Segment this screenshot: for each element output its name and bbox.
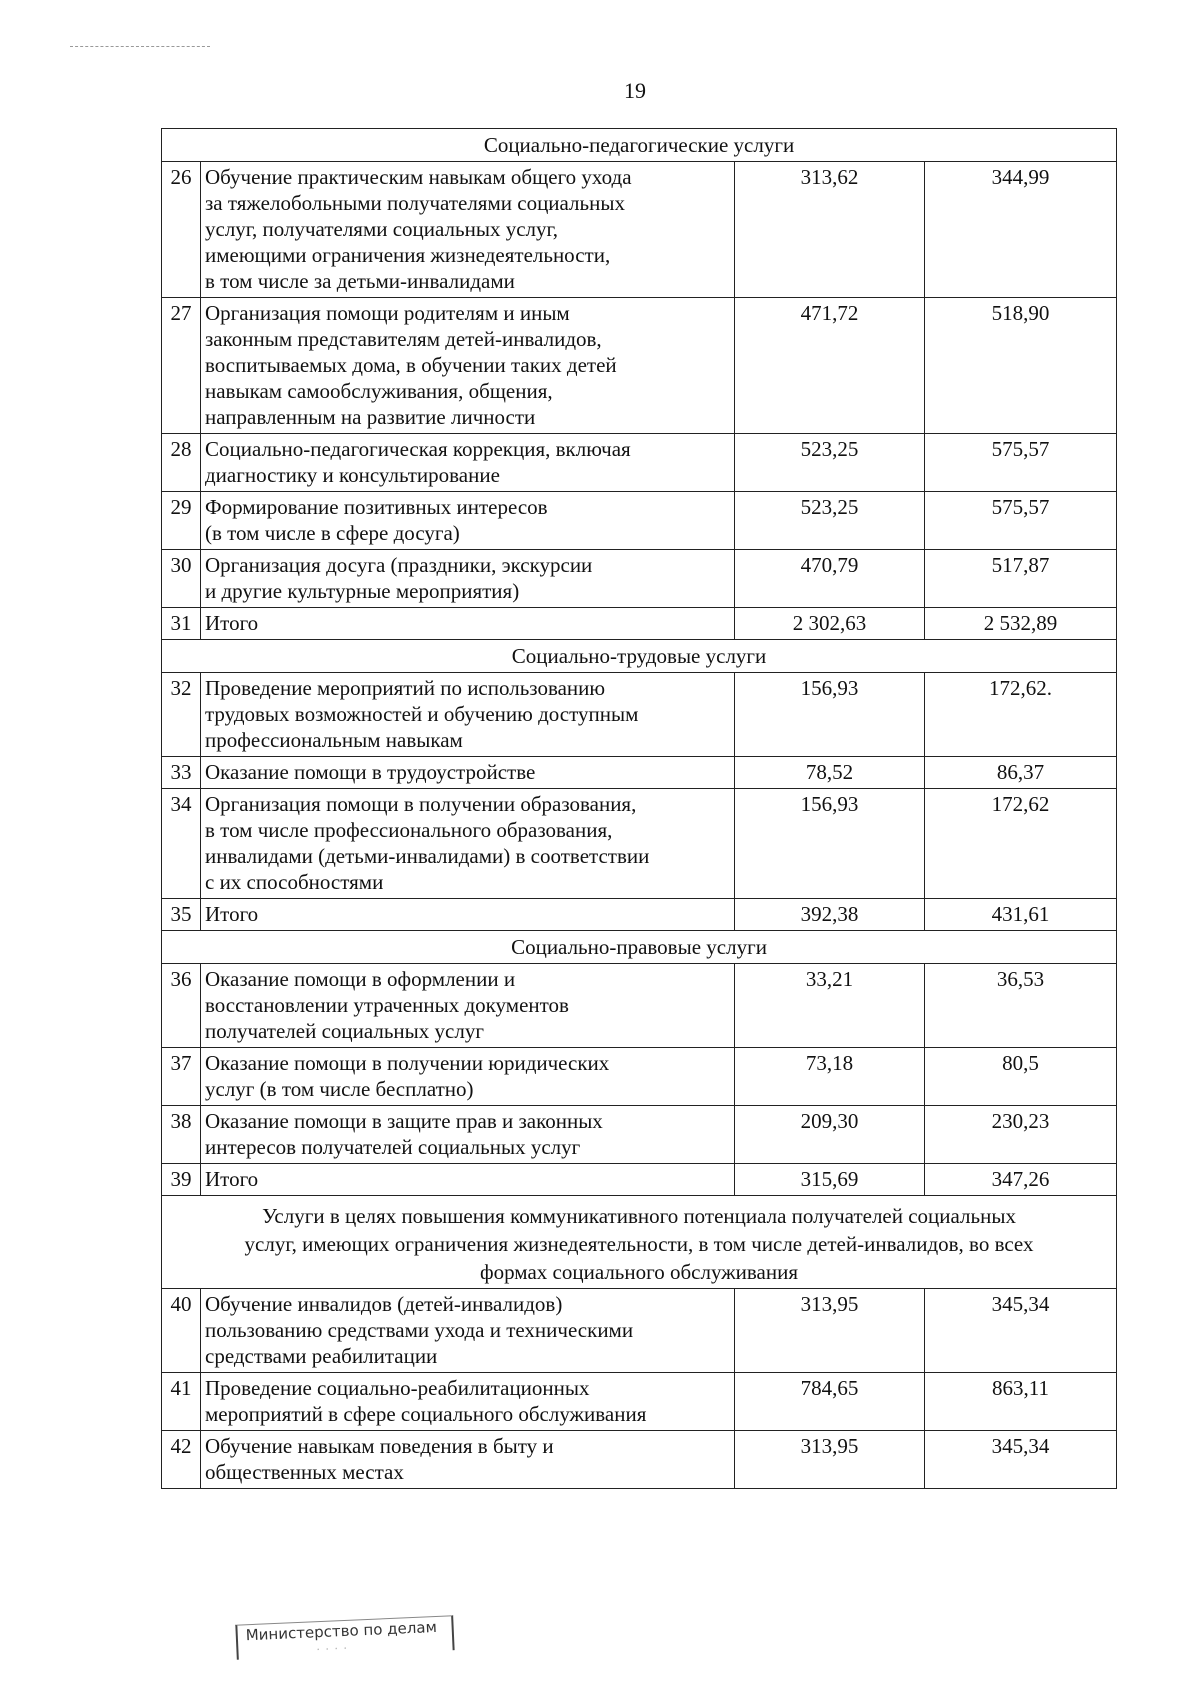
row-number: 41 [162, 1373, 201, 1431]
section-title: Социально-правовые услуги [162, 931, 1117, 964]
row-number: 26 [162, 162, 201, 298]
section-title: Социально-трудовые услуги [162, 640, 1117, 673]
service-name-line: интересов получателей социальных услуг [205, 1135, 581, 1159]
price-value-1: 392,38 [735, 899, 925, 931]
price-value-2: 172,62. [925, 673, 1117, 757]
service-name [201, 1164, 735, 1196]
service-name-line: Обучение навыкам поведения в быту и [205, 1434, 554, 1458]
price-value-1: 471,72 [735, 298, 925, 434]
service-name-line: Формирование позитивных интересов [205, 495, 548, 519]
service-name [201, 1431, 735, 1489]
row-number: 34 [162, 789, 201, 899]
service-name [201, 899, 735, 931]
service-name-line: в том числе профессионального образования, [205, 818, 613, 842]
service-name [201, 1373, 735, 1431]
service-name-line: Проведение социально-реабилитационных [205, 1376, 590, 1400]
service-name-line: имеющими ограничения жизнедеятельности, [205, 243, 611, 267]
service-name-line: в том числе за детьми-инвалидами [205, 269, 515, 293]
table-row [162, 550, 1117, 608]
price-value-1: 313,95 [735, 1431, 925, 1489]
registration-stamp [235, 1615, 452, 1660]
service-name [201, 1048, 735, 1106]
price-value-1: 315,69 [735, 1164, 925, 1196]
services-price-table [161, 128, 1117, 1489]
price-value-1: 2 302,63 [735, 608, 925, 640]
service-name [201, 964, 735, 1048]
table-row [162, 1048, 1117, 1106]
total-row [162, 1164, 1117, 1196]
price-value-1: 523,25 [735, 492, 925, 550]
service-name-line: услуг (в том числе бесплатно) [205, 1077, 474, 1101]
table-row [162, 673, 1117, 757]
service-name [201, 1289, 735, 1373]
row-number: 35 [162, 899, 201, 931]
row-number: 31 [162, 608, 201, 640]
price-value-1: 78,52 [735, 757, 925, 789]
price-value-2: 345,34 [925, 1289, 1117, 1373]
table-row [162, 1106, 1117, 1164]
table-row [162, 1373, 1117, 1431]
row-number: 32 [162, 673, 201, 757]
table-row [162, 298, 1117, 434]
section-header-row [162, 1196, 1117, 1289]
price-value-1: 156,93 [735, 673, 925, 757]
price-value-2: 80,5 [925, 1048, 1117, 1106]
total-row [162, 608, 1117, 640]
service-name [201, 757, 735, 789]
price-value-2: 2 532,89 [925, 608, 1117, 640]
price-value-2: 575,57 [925, 434, 1117, 492]
price-value-1: 313,95 [735, 1289, 925, 1373]
service-name-line: Организация досуга (праздники, экскурсии [205, 553, 593, 577]
section-header-row [162, 931, 1117, 964]
table-row [162, 492, 1117, 550]
price-value-1: 784,65 [735, 1373, 925, 1431]
service-name-line: Итого [205, 902, 259, 926]
service-name-line: и другие культурные мероприятия) [205, 579, 520, 603]
price-value-1: 209,30 [735, 1106, 925, 1164]
stamp-faded-text: · · · · [316, 1641, 349, 1657]
table-row [162, 162, 1117, 298]
row-number: 42 [162, 1431, 201, 1489]
service-name [201, 434, 735, 492]
service-name-line: с их способностями [205, 870, 384, 894]
section-header-row [162, 640, 1117, 673]
service-name-line: Оказание помощи в оформлении и [205, 967, 516, 991]
price-value-2: 344,99 [925, 162, 1117, 298]
section-title-line: услуг, имеющих ограничения жизнедеятельности, в том числе детей-инвалидов, во всех [244, 1232, 1034, 1256]
page-number: 19 [624, 78, 646, 103]
service-name-line: мероприятий в сфере социального обслуживания [205, 1402, 647, 1426]
price-value-2: 518,90 [925, 298, 1117, 434]
service-name-line: навыкам самообслуживания, общения, [205, 379, 553, 403]
price-value-2: 347,26 [925, 1164, 1117, 1196]
price-value-1: 470,79 [735, 550, 925, 608]
service-name-line: диагностику и консультирование [205, 463, 500, 487]
service-name [201, 673, 735, 757]
service-name-line: восстановлении утраченных документов [205, 993, 569, 1017]
row-number: 36 [162, 964, 201, 1048]
table-row [162, 1289, 1117, 1373]
stamp-text: Министерство по делам [245, 1617, 438, 1645]
section-title-line: Услуги в целях повышения коммуникативного потенциала получателей социальных [262, 1204, 1016, 1228]
price-value-1: 156,93 [735, 789, 925, 899]
service-name-line: получателей социальных услуг [205, 1019, 484, 1043]
price-value-2: 86,37 [925, 757, 1117, 789]
section-title-line: формах социального обслуживания [480, 1260, 799, 1284]
service-name-line: законным представителям детей-инвалидов, [205, 327, 602, 351]
total-row [162, 899, 1117, 931]
service-name-line: Обучение инвалидов (детей-инвалидов) [205, 1292, 563, 1316]
section-title: Социально-педагогические услуги [162, 129, 1117, 162]
row-number: 27 [162, 298, 201, 434]
table-row [162, 434, 1117, 492]
price-value-1: 73,18 [735, 1048, 925, 1106]
stamp-underline [70, 46, 210, 47]
price-value-2: 431,61 [925, 899, 1117, 931]
price-value-2: 172,62 [925, 789, 1117, 899]
table-row [162, 964, 1117, 1048]
service-name [201, 1106, 735, 1164]
table-row [162, 757, 1117, 789]
service-name [201, 162, 735, 298]
service-name-line: воспитываемых дома, в обучении таких детей [205, 353, 617, 377]
price-value-2: 345,34 [925, 1431, 1117, 1489]
service-name-line: общественных местах [205, 1460, 404, 1484]
service-name [201, 789, 735, 899]
service-name-line: Итого [205, 1167, 259, 1191]
row-number: 30 [162, 550, 201, 608]
service-name-line: Оказание помощи в получении юридических [205, 1051, 610, 1075]
service-name-line: за тяжелобольными получателями социальных [205, 191, 625, 215]
service-name-line: Обучение практическим навыкам общего ухода [205, 165, 632, 189]
price-value-1: 33,21 [735, 964, 925, 1048]
service-name [201, 492, 735, 550]
service-name-line: профессиональным навыкам [205, 728, 463, 752]
price-value-2: 517,87 [925, 550, 1117, 608]
section-title [162, 1196, 1117, 1289]
row-number: 38 [162, 1106, 201, 1164]
service-name [201, 298, 735, 434]
price-value-2: 575,57 [925, 492, 1117, 550]
service-name-line: Проведение мероприятий по использованию [205, 676, 606, 700]
price-value-2: 230,23 [925, 1106, 1117, 1164]
price-value-1: 523,25 [735, 434, 925, 492]
row-number: 37 [162, 1048, 201, 1106]
service-name [201, 550, 735, 608]
row-number: 40 [162, 1289, 201, 1373]
service-name-line: трудовых возможностей и обучению доступным [205, 702, 639, 726]
service-name-line: Социально-педагогическая коррекция, включая [205, 437, 631, 461]
price-value-2: 863,11 [925, 1373, 1117, 1431]
service-name [201, 608, 735, 640]
row-number: 39 [162, 1164, 201, 1196]
service-name-line: (в том числе в сфере досуга) [205, 521, 460, 545]
service-name-line: Организация помощи родителям и иным [205, 301, 570, 325]
section-header-row [162, 129, 1117, 162]
service-name-line: Оказание помощи в трудоустройстве [205, 760, 536, 784]
service-name-line: направленным на развитие личности [205, 405, 536, 429]
table-row [162, 1431, 1117, 1489]
service-name-line: инвалидами (детьми-инвалидами) в соответствии [205, 844, 650, 868]
row-number: 33 [162, 757, 201, 789]
price-value-2: 36,53 [925, 964, 1117, 1048]
service-name-line: Организация помощи в получении образования, [205, 792, 637, 816]
row-number: 28 [162, 434, 201, 492]
service-name-line: средствами реабилитации [205, 1344, 438, 1368]
price-value-1: 313,62 [735, 162, 925, 298]
row-number: 29 [162, 492, 201, 550]
table-row [162, 789, 1117, 899]
service-name-line: услуг, получателями социальных услуг, [205, 217, 558, 241]
service-name-line: Итого [205, 611, 259, 635]
service-name-line: пользованию средствами ухода и техническими [205, 1318, 634, 1342]
service-name-line: Оказание помощи в защите прав и законных [205, 1109, 603, 1133]
